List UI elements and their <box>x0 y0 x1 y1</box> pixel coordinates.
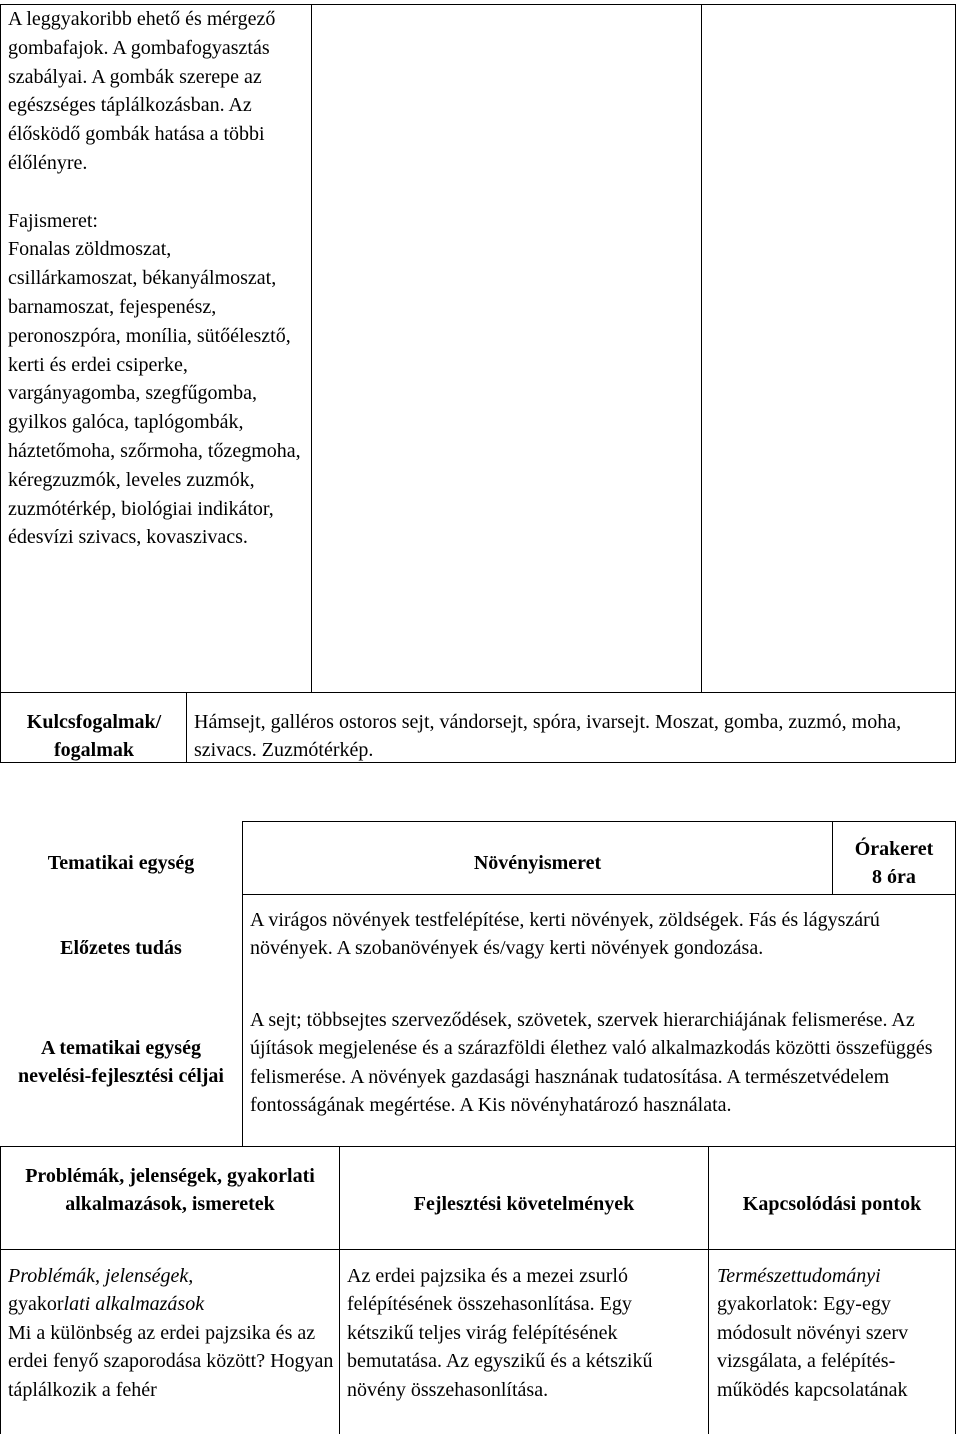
kapcsolodasi-header: Kapcsolódási pontok <box>742 1193 922 1215</box>
orakeret-value: 8 óra <box>872 866 916 888</box>
problems-body <box>8 1262 334 1404</box>
elozetes-tudas-text: A virágos növények testfelépítése, kerti növények, zöldségek. Fás és lágyszárú növények. A szobanövények és/vagy kerti növények gondozása. <box>250 909 880 960</box>
tematikai-egyseg-value: Növényismeret <box>473 852 602 874</box>
tematikai-egyseg-label: Tematikai egység <box>47 852 195 874</box>
problems-italic-heading: Problémák, jelenségek, <box>8 1265 194 1287</box>
problems-questions: Mi a különbség az erdei pajzsika és az erdei fenyő szaporodása között? Hogyan táplálkozik a fehér <box>8 1321 334 1401</box>
topics-cell <box>8 5 304 552</box>
problems-italic-heading-2: gyakorlati alkalmazások <box>8 1293 205 1316</box>
topics-text: A leggyakoribb ehető és mérgező gombafajok. A gombafogyasztás szabályai. A gombák szerepe az egészséges táplálkozásban. Az élősködő gombák hatása a többi élőlényre. <box>8 8 276 174</box>
elozetes-tudas-label: Előzetes tudás <box>60 937 182 959</box>
celjai-text: A sejt; többsejtes szerveződések, szövetek, szervek hierarchiájának felismerése. Az újítások megjelenése és a szárazföldi élethez való alkalmazkodás közötti összefüggés felismerése. A növények gazdasági hasznának tudatosítása. A természetvédelem fontosságának megértése. A Kis növényhatározó használata. <box>250 1009 933 1117</box>
kulcsfogalmak-text: Hámsejt, galléros ostoros sejt, vándorsejt, spóra, ivarsejt. Moszat, gomba, zuzmó, moha, szivacs. Zuzmótérkép. <box>194 711 902 762</box>
celjai-label: A tematikai egység nevelési-fejlesztési céljai <box>17 1037 224 1088</box>
kapcsolodasi-body <box>717 1262 949 1404</box>
kapcsolodasi-subject: Természettudományi <box>717 1265 881 1287</box>
problems-header: Problémák, jelenségek, gyakorlati alkalmazások, ismeretek <box>25 1165 315 1216</box>
orakeret-label: Órakeret <box>854 838 934 860</box>
kulcsfogalmak-label: Kulcsfogalmak/ fogalmak <box>26 711 162 762</box>
kapcsolodasi-text: gyakorlatok: Egy-egy módosult növényi szerv vizsgálata, a felépítés-működés kapcsolatának <box>717 1293 909 1401</box>
fejlesztesi-header: Fejlesztési követelmények <box>413 1193 635 1215</box>
fajismeret-list: Fonalas zöldmoszat, csillárkamoszat, békanyálmoszat, barnamoszat, fejespenész, peronoszpóra, monília, sütőélesztő, kerti és erdei csiperke, vargányagomba, szegfűgomba, gyilkos galóca, taplógombák, háztetőmoha, szőrmoha, tőzegmoha, kéregzuzmók, leveles zuzmók, zuzmótérkép, biológiai indikátor, édesvízi szivacs, kovaszivacs. <box>8 238 301 549</box>
fajismeret-label: Fajismeret: <box>8 209 98 232</box>
fejlesztesi-body: Az erdei pajzsika és a mezei zsurló felépítésének összehasonlítása. Egy kétszikű teljes virág felépítésének bemutatása. Az egyszikű és a kétszikű növény összehasonlítása. <box>347 1265 653 1401</box>
